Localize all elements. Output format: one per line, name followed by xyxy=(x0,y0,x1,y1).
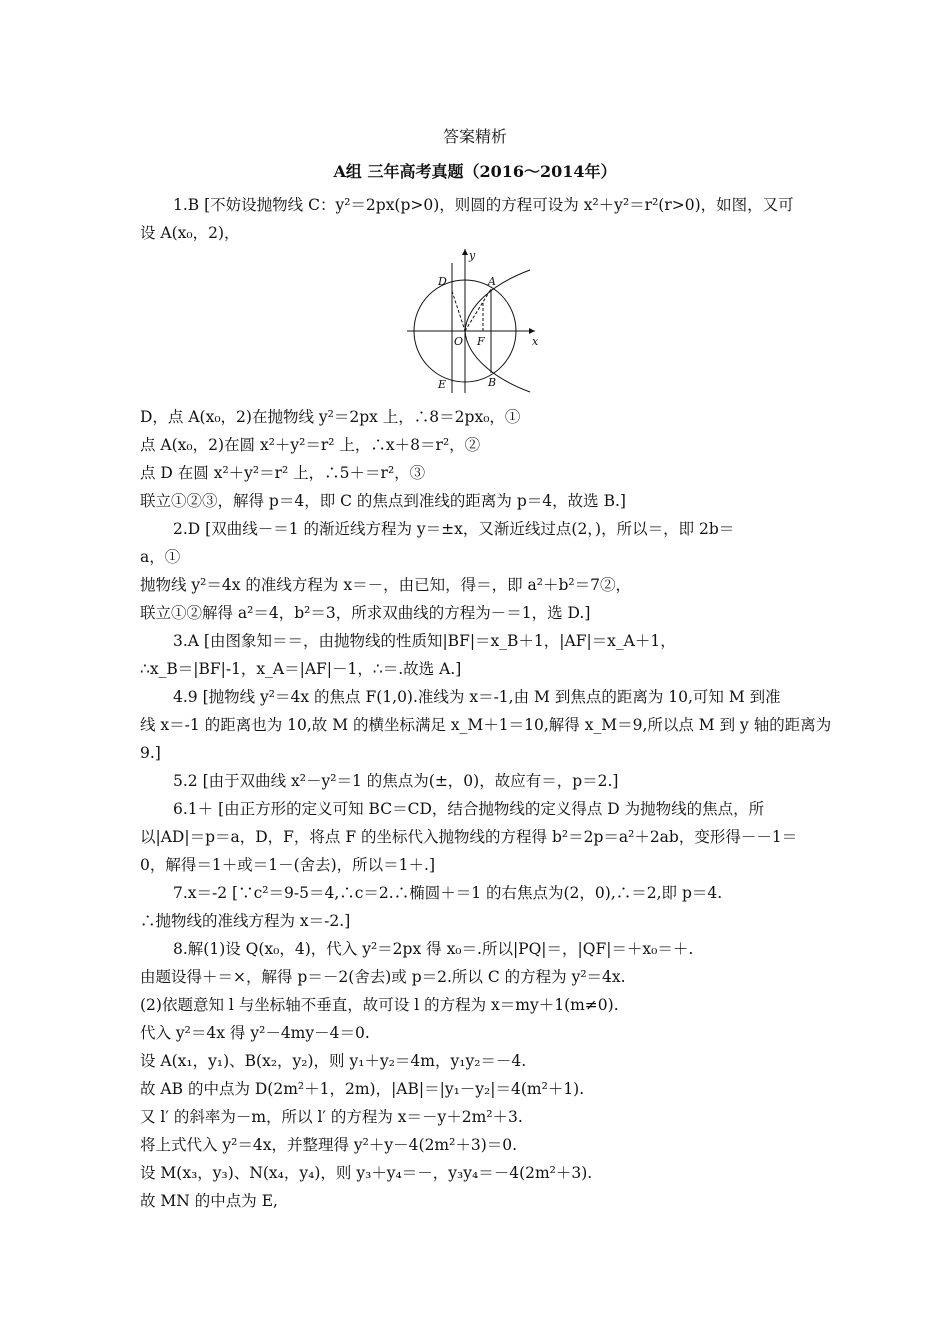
answer-line: (2)依题意知 l 与坐标轴不垂直，故可设 l 的方程为 x＝my＋1(m≠0). xyxy=(140,996,619,1014)
answer-line: 8.解(1)设 Q(x₀，4)，代入 y²＝2px 得 x₀＝.所以|PQ|＝，|QF|＝＋x₀＝＋. xyxy=(173,940,694,958)
label-x: x xyxy=(532,335,539,348)
dashed-o-a xyxy=(465,289,491,331)
answer-line: ∴x_B＝|BF|-1，x_A＝|AF|－1，∴＝.故选 A.] xyxy=(140,660,462,678)
label-a: A xyxy=(488,275,496,288)
answer-line: 3.A [由图象知＝＝，由抛物线的性质知|BF|＝x_B＋1，|AF|＝x_A＋1， xyxy=(173,632,676,650)
label-y: y xyxy=(469,249,476,262)
label-f: F xyxy=(477,335,485,348)
answer-line: 将上式代入 y²＝4x，并整理得 y²＋y－4(2m²＋3)＝0. xyxy=(140,1136,518,1154)
answer-line: 以|AD|＝p＝a，D，F，将点 F 的坐标代入抛物线的方程得 b²＝2p＝a²＋2ab，变形得－－1＝ xyxy=(140,828,798,846)
answer-line: 1.B [不妨设抛物线 C：y²＝2px(p>0)，则圆的方程可设为 x²＋y²＝r²(r>0)，如图，又可 xyxy=(173,196,794,214)
answer-line: 故 AB 的中点为 D(2m²＋1，2m)，|AB|＝|y₁－y₂|＝4(m²＋1). xyxy=(140,1080,585,1098)
answer-line: 点 A(x₀，2)在圆 x²＋y²＝r² 上，∴x＋8＝r²，② xyxy=(140,436,481,454)
answer-line: 设 A(x₀，2)， xyxy=(140,224,240,242)
answer-line: 线 x＝-1 的距离也为 10,故 M 的横坐标满足 x_M＋1＝10,解得 x_M＝9,所以点 M 到 y 轴的距离为 xyxy=(140,716,832,734)
answer-line: ∴抛物线的准线方程为 x＝-2.] xyxy=(140,912,351,930)
y-axis-arrow xyxy=(462,249,468,255)
answer-line: 代入 y²＝4x 得 y²－4my－4＝0. xyxy=(140,1024,370,1042)
label-o: O xyxy=(454,335,464,348)
x-axis-arrow xyxy=(529,328,535,334)
answer-line: 7.x＝-2 [∵c²＝9-5＝4,∴c＝2.∴椭圆＋＝1 的右焦点为(2，0),∴＝2,即 p＝4. xyxy=(173,884,723,902)
answer-line: 故 MN 的中点为 E, xyxy=(140,1192,278,1210)
answer-line: 抛物线 y²＝4x 的准线方程为 x＝－，由已知，得＝，即 a²＋b²＝7②， xyxy=(140,576,631,594)
label-d: D xyxy=(438,275,447,288)
answer-line: 联立①②解得 a²＝4，b²＝3，所求双曲线的方程为－＝1，选 D.] xyxy=(140,604,591,622)
section-subtitle: A组 三年高考真题（2016～2014年） xyxy=(333,162,617,181)
answer-line: 9.] xyxy=(140,744,161,762)
answer-line: 设 M(x₃，y₃)、N(x₄，y₄)，则 y₃＋y₄＝－，y₃y₄＝－4(2m²＋3). xyxy=(140,1164,593,1182)
answer-line: 设 A(x₁，y₁)、B(x₂，y₂)，则 y₁＋y₂＝4m，y₁y₂＝－4. xyxy=(140,1052,527,1070)
answer-line: 点 D 在圆 x²＋y²＝r² 上，∴5＋＝r²，③ xyxy=(140,464,426,482)
label-b: B xyxy=(488,376,497,389)
answer-line: 6.1＋ [由正方形的定义可知 BC＝CD，结合抛物线的定义得点 D 为抛物线的焦点，所 xyxy=(173,800,765,818)
answer-line: 4.9 [抛物线 y²＝4x 的焦点 F(1,0).准线为 x＝-1,由 M 到焦点的距离为 10,可知 M 到准 xyxy=(173,688,781,706)
page-title: 答案精析 xyxy=(442,127,507,146)
answer-line: 0，解得＝1＋或＝1－(舍去)，所以＝1＋.] xyxy=(140,856,436,874)
answer-line: 2.D [双曲线－＝1 的渐近线方程为 y＝±x，又渐近线过点(2，)，所以＝，即 2b＝ xyxy=(173,520,735,538)
answer-line: D，点 A(x₀，2)在抛物线 y²＝2px 上，∴8＝2px₀，① xyxy=(140,408,521,426)
parabola-circle-figure xyxy=(405,245,545,395)
dashed-d-o xyxy=(452,291,465,331)
answer-line: 由题设得＋＝×，解得 p＝－2(舍去)或 p＝2.所以 C 的方程为 y²＝4x. xyxy=(140,968,626,986)
answer-line: 联立①②③，解得 p＝4，即 C 的焦点到准线的距离为 p＝4，故选 B.] xyxy=(140,492,626,510)
answer-line: a，① xyxy=(140,548,181,566)
label-e: E xyxy=(438,378,447,391)
answer-line: 5.2 [由于双曲线 x²－y²＝1 的焦点为(±，0)，故应有＝，p＝2.] xyxy=(173,772,619,790)
answer-line: 又 l′ 的斜率为－m，所以 l′ 的方程为 x＝－y＋2m²＋3. xyxy=(140,1108,523,1126)
